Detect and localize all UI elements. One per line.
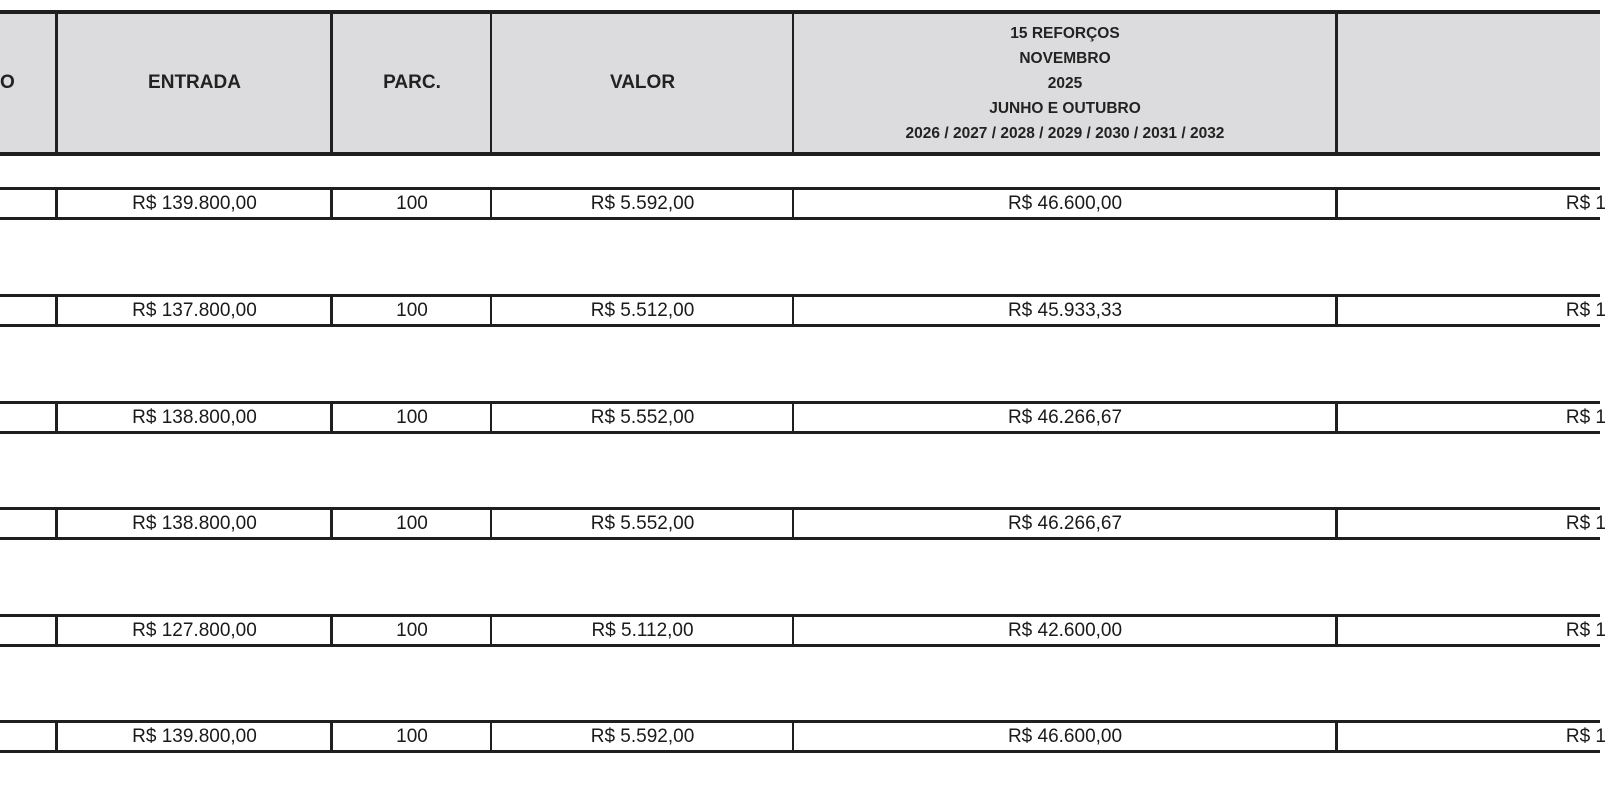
table-row-3-parc xyxy=(330,401,491,434)
table-row-4-entrada xyxy=(55,507,331,540)
header-col0-fragment: O xyxy=(0,72,15,93)
table-row-1-entrada xyxy=(55,187,331,220)
header-entrada: ENTRADA xyxy=(148,72,241,93)
table-row-6-reforco xyxy=(792,720,1336,753)
cell-valor: R$ 5.592,00 xyxy=(590,725,695,747)
table-row-5-entrada xyxy=(55,614,331,647)
cell-parc: 100 xyxy=(396,512,428,534)
cell-reforco: R$ 46.600,00 xyxy=(1007,725,1123,747)
cell-valor: R$ 5.512,00 xyxy=(590,299,695,321)
table-row-3-entrada xyxy=(55,401,331,434)
cell-last-fragment: R$ 1 xyxy=(1565,406,1606,428)
table-row-4-parc xyxy=(330,507,491,540)
cell-last-fragment: R$ 1 xyxy=(1565,299,1606,321)
table-row-6-last xyxy=(1335,720,1606,753)
cell-entrada: R$ 137.800,00 xyxy=(132,299,257,321)
cell-entrada: R$ 138.800,00 xyxy=(132,512,257,534)
table-row-2-entrada xyxy=(55,294,331,327)
header-reforcos-line-4: JUNHO E OUTUBRO xyxy=(989,99,1141,117)
table-row-6-valor xyxy=(490,720,793,753)
header-cell-col0 xyxy=(0,10,56,156)
cell-valor: R$ 5.592,00 xyxy=(590,192,695,214)
cell-entrada: R$ 139.800,00 xyxy=(132,192,257,214)
header-cell-entrada xyxy=(55,10,331,156)
table-row-4-col0 xyxy=(0,507,56,540)
table-row-6-col0 xyxy=(0,720,56,753)
table-row-3-valor xyxy=(490,401,793,434)
cell-last-fragment: R$ 1 xyxy=(1565,192,1606,214)
table-row-6-entrada xyxy=(55,720,331,753)
table-row-4-reforco xyxy=(792,507,1336,540)
cell-valor: R$ 5.112,00 xyxy=(591,619,694,641)
header-valor: VALOR xyxy=(609,72,676,93)
table-row-1-reforco xyxy=(792,187,1336,220)
table-row-2-parc xyxy=(330,294,491,327)
table-row-5-last xyxy=(1335,614,1606,647)
table-row-4-last xyxy=(1335,507,1606,540)
header-cell-reforcos xyxy=(792,10,1336,156)
header-cell-last xyxy=(1335,10,1600,156)
cell-reforco: R$ 46.600,00 xyxy=(1007,192,1123,214)
table-row-2-reforco xyxy=(792,294,1336,327)
cell-entrada: R$ 138.800,00 xyxy=(132,406,257,428)
header-cell-parc xyxy=(330,10,491,156)
cell-last-fragment: R$ 1 xyxy=(1565,725,1606,747)
cell-last-fragment: R$ 1 xyxy=(1565,619,1606,641)
cell-reforco: R$ 45.933,33 xyxy=(1007,299,1123,321)
cell-parc: 100 xyxy=(396,619,428,641)
table-row-3-col0 xyxy=(0,401,56,434)
table-row-5-reforco xyxy=(792,614,1336,647)
cell-valor: R$ 5.552,00 xyxy=(590,512,695,534)
table-row-1-last xyxy=(1335,187,1606,220)
table-row-2-valor xyxy=(490,294,793,327)
table-row-2-col0 xyxy=(0,294,56,327)
table-row-1-parc xyxy=(330,187,491,220)
header-reforcos-line-2: NOVEMBRO xyxy=(1019,49,1111,67)
cell-parc: 100 xyxy=(396,406,428,428)
header-reforcos-line-5: 2026 / 2027 / 2028 / 2029 / 2030 / 2031 / 2032 xyxy=(905,124,1225,142)
table-row-6-parc xyxy=(330,720,491,753)
table-row-5-col0 xyxy=(0,614,56,647)
table-row-5-valor xyxy=(490,614,793,647)
cell-entrada: R$ 127.800,00 xyxy=(132,619,257,641)
header-reforcos-line-3: 2025 xyxy=(1047,74,1083,92)
cell-reforco: R$ 46.266,67 xyxy=(1007,406,1123,428)
header-reforcos-line-1: 15 REFORÇOS xyxy=(1010,24,1120,42)
cell-last-fragment: R$ 1 xyxy=(1565,512,1606,534)
table-row-3-last xyxy=(1335,401,1606,434)
table-row-4-valor xyxy=(490,507,793,540)
cell-reforco: R$ 42.600,00 xyxy=(1007,619,1123,641)
cell-parc: 100 xyxy=(396,192,428,214)
table-row-5-parc xyxy=(330,614,491,647)
cell-parc: 100 xyxy=(396,299,428,321)
cell-parc: 100 xyxy=(396,725,428,747)
table-row-1-col0 xyxy=(0,187,56,220)
table-row-2-last xyxy=(1335,294,1606,327)
header-parc: PARC. xyxy=(383,72,441,93)
table-row-3-reforco xyxy=(792,401,1336,434)
table-row-1-valor xyxy=(490,187,793,220)
cell-reforco: R$ 46.266,67 xyxy=(1007,512,1123,534)
cell-entrada: R$ 139.800,00 xyxy=(132,725,257,747)
header-cell-valor xyxy=(490,10,793,156)
cell-valor: R$ 5.552,00 xyxy=(590,406,695,428)
